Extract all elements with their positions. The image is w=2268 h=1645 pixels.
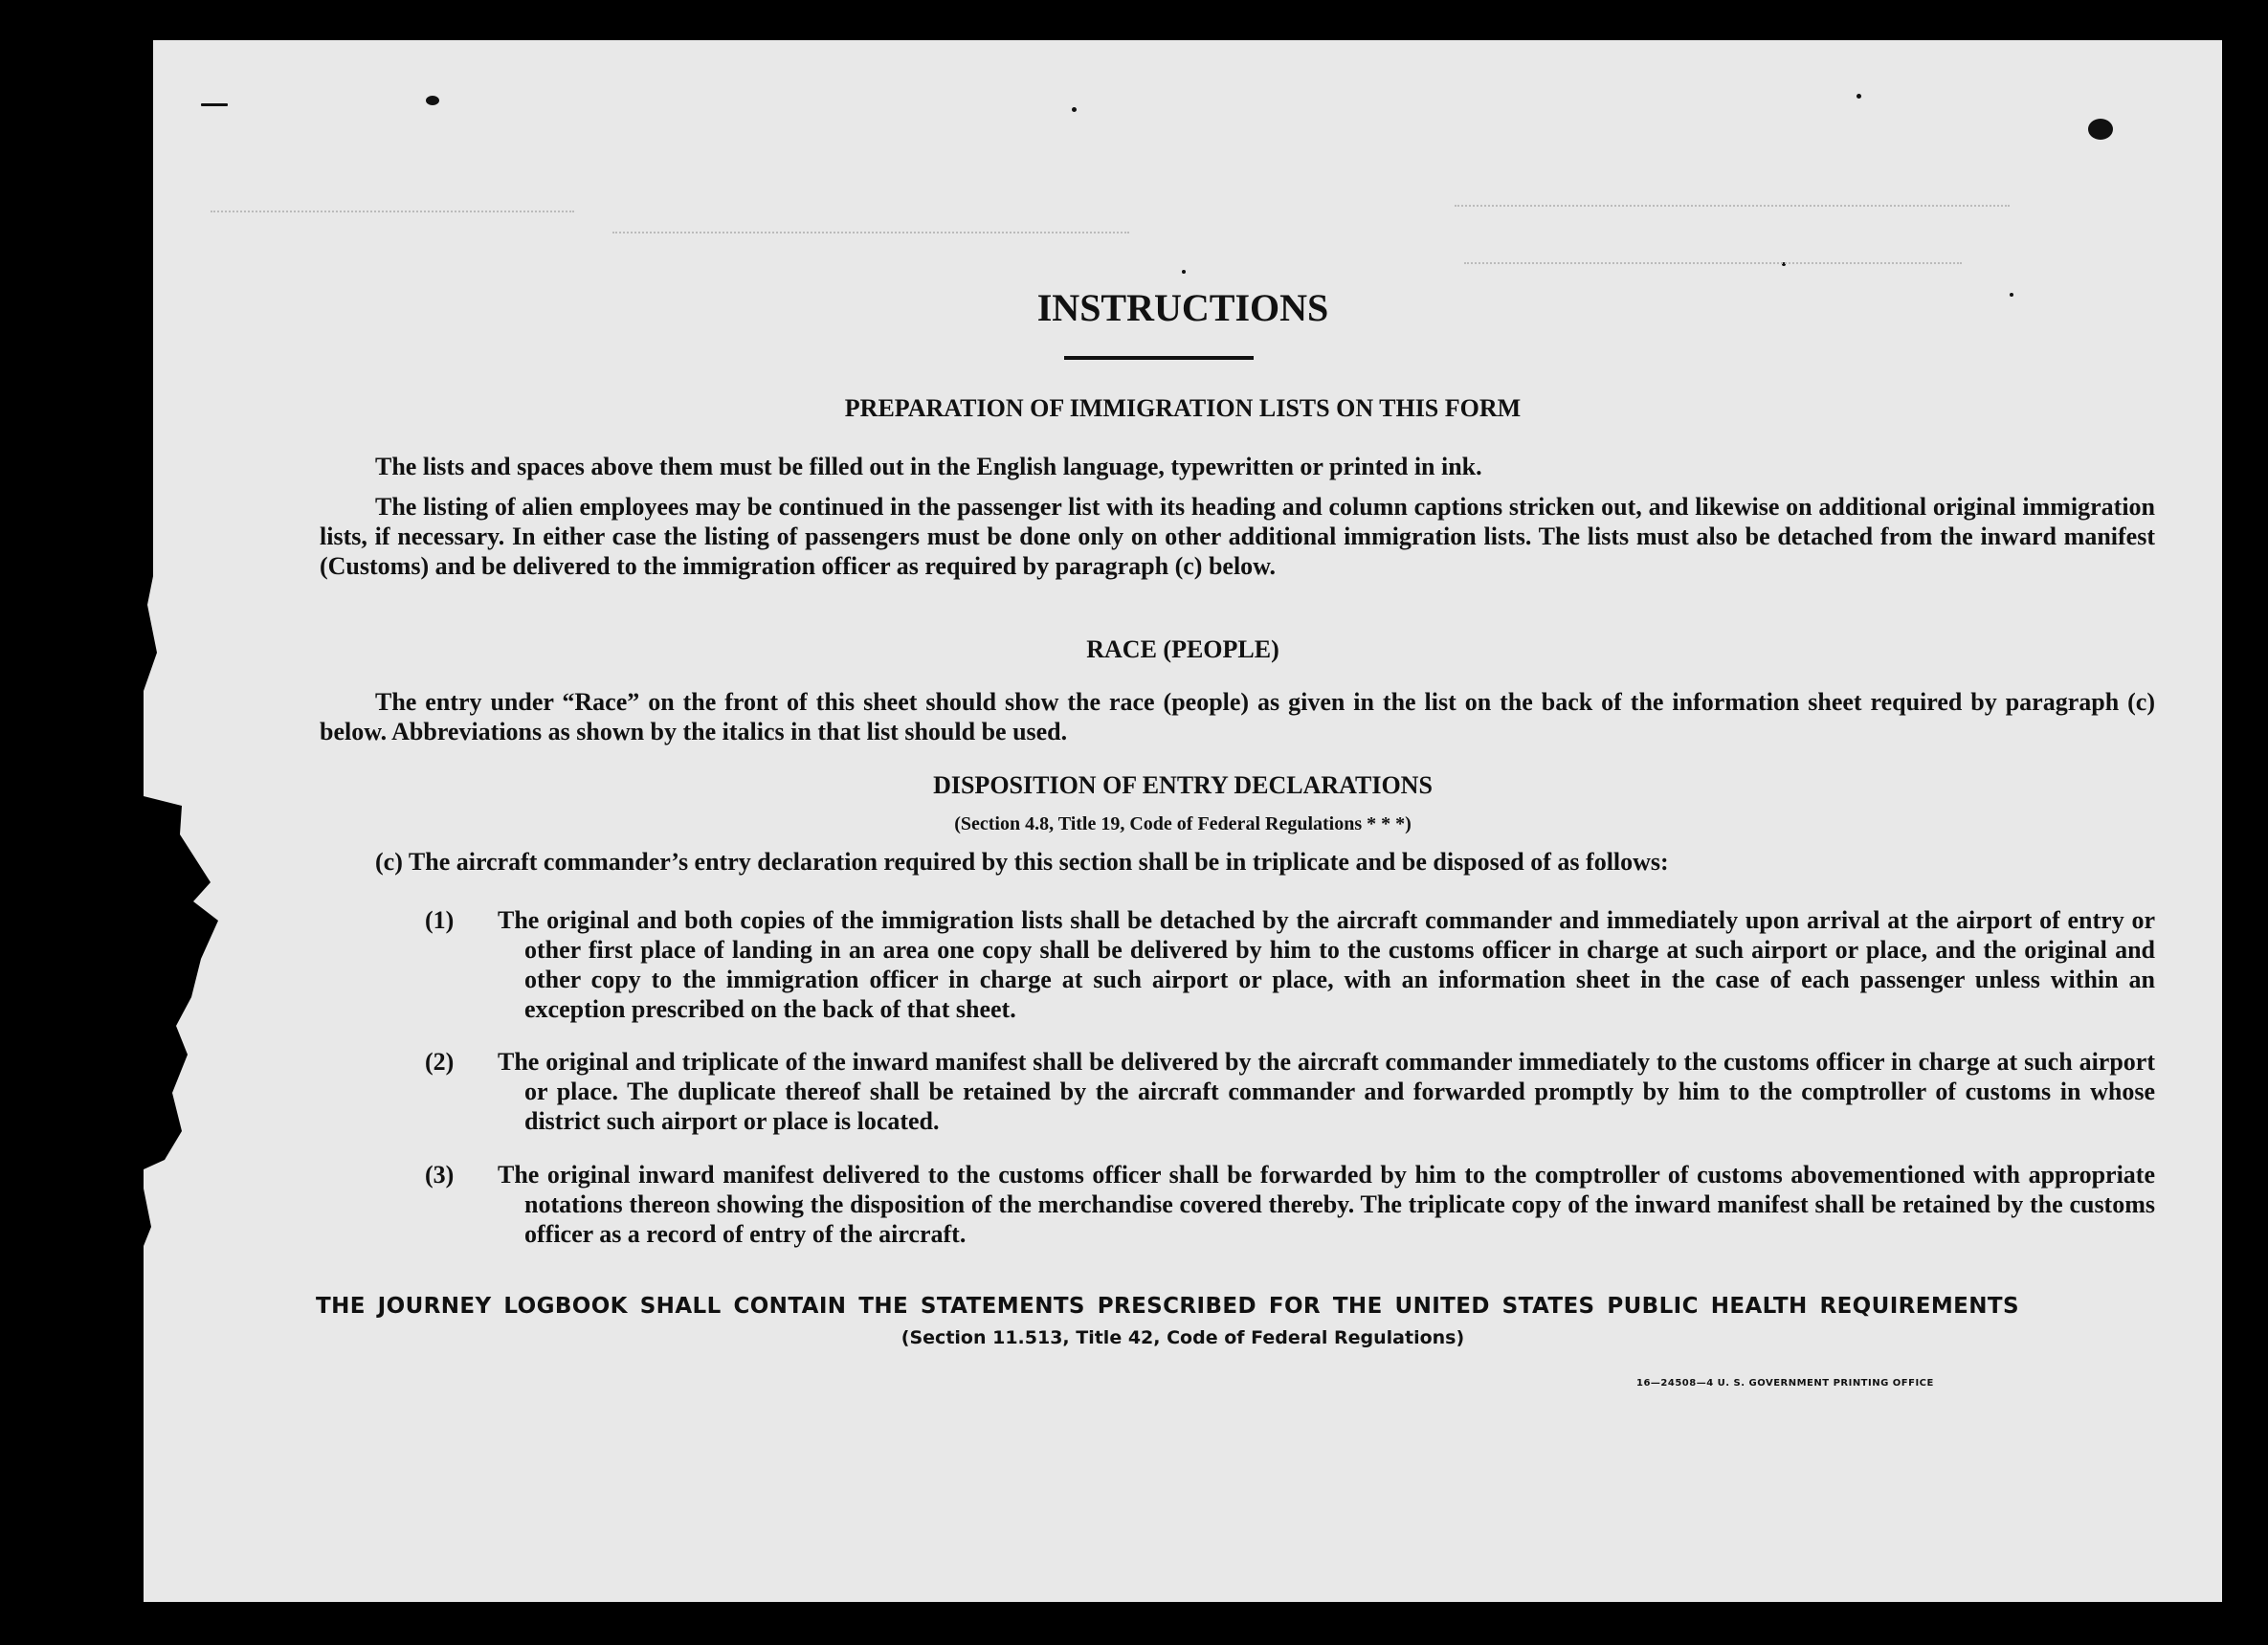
item-text: The original and triplicate of the inward manifest shall be delivered by the aircraft commander immediately to the customs officer in charge at such airport or place. The duplicate thereof shall be retained by the aircraft commander and forwarded promptly by him to the comptroller of customs in whose district such airport or place is located.: [498, 1048, 2155, 1135]
item-text: The original inward manifest delivered to the customs officer shall be forwarded by him to the comptroller of customs abovementioned with appropriate notations thereon showing the disposition of the merchandise covered thereby. The triplicate copy of the inward manifest shall be retained by the customs officer as a record of entry of the aircraft.: [498, 1161, 2155, 1248]
disposition-intro: (c) The aircraft commander’s entry declaration required by this section shall be in triplicate and be disposed of as follows:: [375, 848, 1669, 876]
disposition-item-2: [425, 1047, 2155, 1136]
scan-speck: [426, 96, 439, 105]
prep-heading: PREPARATION OF IMMIGRATION LISTS ON THIS FORM: [844, 394, 1522, 422]
item-number: (1): [425, 906, 455, 934]
scan-speck: [1072, 107, 1077, 112]
logbook-statement: THE JOURNEY LOGBOOK SHALL CONTAIN THE STATEMENTS PRESCRIBED FOR THE UNITED STATES PUBLIC HEALTH REQUIREMENTS: [316, 1294, 2019, 1319]
logbook-citation: (Section 11.513, Title 42, Code of Federal Regulations): [901, 1327, 1465, 1348]
scan-speck: [1182, 270, 1186, 274]
prep-paragraph-1: The lists and spaces above them must be filled out in the English language, typewritten or printed in ink.: [375, 453, 1482, 480]
disposition-heading: DISPOSITION OF ENTRY DECLARATIONS: [933, 771, 1433, 799]
document-title: INSTRUCTIONS: [1036, 286, 1329, 329]
scan-speck: [1857, 94, 1861, 99]
item-text: The original and both copies of the immigration lists shall be detached by the aircraft commander and immediately upon arrival at the airport of entry or other first place of landing in an area one copy shall be delivered by him to the customs officer in charge at such airport or place, and the original and other copy to the immigration officer in charge at such airport or place, with an information sheet in the case of each passenger unless within an exception prescribed on the back of that sheet.: [498, 906, 2155, 1023]
title-underline: [1064, 356, 1254, 360]
race-heading: RACE (PEOPLE): [1086, 635, 1279, 663]
item-number: (3): [425, 1161, 455, 1189]
item-number: (2): [425, 1048, 455, 1076]
scan-speck: [201, 103, 228, 106]
race-paragraph: The entry under “Race” on the front of this sheet should show the race (people) as given in the list on the back of the information sheet required by paragraph (c) below. Abbreviations as shown by the italics in that list should be used.: [320, 688, 2155, 745]
printing-office-code: 16—24508—4 U. S. GOVERNMENT PRINTING OFFICE: [1636, 1378, 1934, 1389]
bleed-through-line: [1455, 205, 2010, 209]
bleed-through-line: [211, 211, 574, 214]
prep-paragraph-2: The listing of alien employees may be continued in the passenger list with its heading and column captions stricken out, and likewise on additional original immigration lists, if necessary. In either case the listing of passengers must be done only on other additional immigration lists. The lists must also be detached from the inward manifest (Customs) and be delivered to the immigration officer as required by paragraph (c) below.: [320, 493, 2155, 580]
document-page: [144, 40, 2222, 1602]
bleed-through-line: [612, 232, 1129, 235]
disposition-citation: (Section 4.8, Title 19, Code of Federal Regulations * * *): [954, 813, 1412, 834]
scan-speck: [2088, 119, 2113, 140]
disposition-item-3: [425, 1160, 2155, 1249]
disposition-item-1: [425, 905, 2155, 1024]
bleed-through-line: [1464, 262, 1962, 266]
